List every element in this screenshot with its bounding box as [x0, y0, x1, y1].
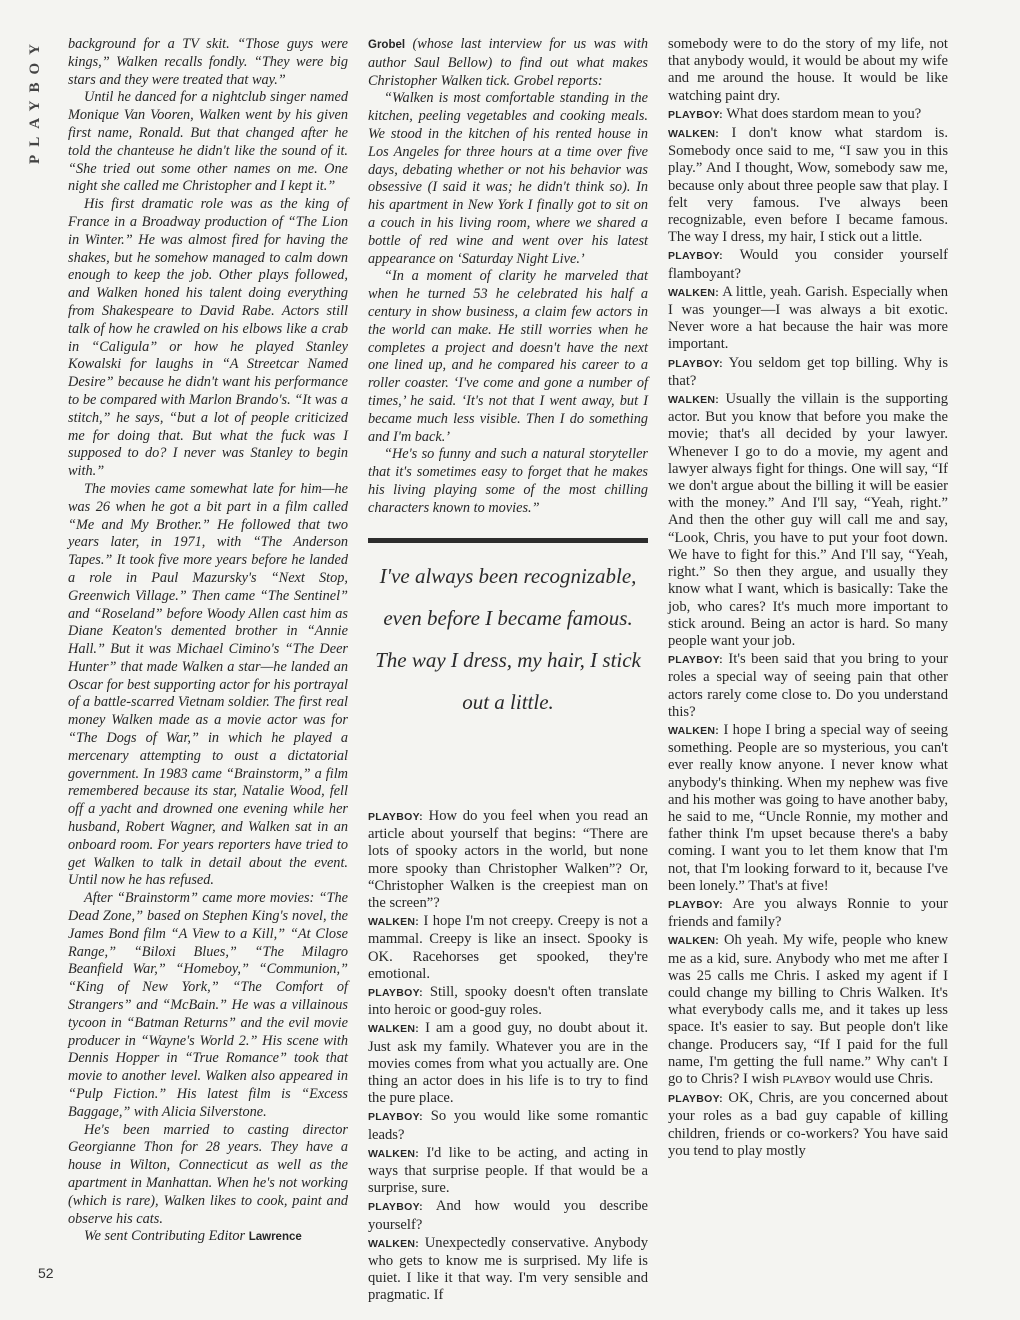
- page-number: 52: [38, 1265, 54, 1281]
- qa-paragraph: [368, 1020, 648, 1107]
- paragraph: [368, 36, 648, 90]
- speaker-label: PLAYBOY:: [368, 1111, 423, 1124]
- speaker-label: PLAYBOY:: [668, 108, 723, 121]
- qa-text: You seldom get top billing. Why is that?: [668, 354, 948, 389]
- speaker-label: WALKEN:: [668, 394, 720, 407]
- qa-paragraph: [668, 391, 948, 650]
- qa-paragraph: [668, 125, 948, 246]
- qa-paragraph: [668, 932, 948, 1089]
- qa-paragraph: [368, 984, 648, 1019]
- qa-text: would use Chris.: [830, 1070, 934, 1087]
- qa-paragraph: [368, 1108, 648, 1143]
- qa-text: Usually the villain is the supporting actor. But you know that before you make the movie; that's all decided by your lawyer. Whenever I go to do a movie, my agent and lawyer always fight for things. One will say, “If we don't argue about the billing it will be easier with the money.” And I'll say, “Yeah, right.” And then the other guy will call me and say, “Look, Chris, you have to put your foot down. We have to fight for this.” And I'll say, “Yeah, right.” So then they argue, and usually they know what I want, which is basically: Take the job, who cares? It's much more important to stick around. Being an actor is hard. So many people want your job.: [668, 391, 948, 649]
- column-2: [368, 36, 648, 723]
- speaker-label: WALKEN:: [368, 916, 420, 929]
- qa-paragraph: [668, 106, 948, 124]
- qa-paragraph: [668, 722, 948, 895]
- paragraph: [68, 1228, 348, 1247]
- speaker-label: PLAYBOY:: [668, 1093, 723, 1106]
- speaker-label: WALKEN:: [368, 1237, 420, 1250]
- speaker-label: PLAYBOY:: [368, 811, 423, 823]
- paragraph: The movies came somewhat late for him—he was 26 when he got a bit part in a film called “Me and My Brother.” He followed that two years later, in 1971, with “The Anderson Tapes.” It took five more years before he landed a role in Paul Mazursky's “Next Stop, Greenwich Village.” Then came “The Sentinel” and “Roseland” before Woody Allen cast him as Diane Keaton's demented brother in “Annie Hall.” But it was Michael Cimino's “The Deer Hunter” that made Walken a star—he landed an Oscar for best supporting actor for his portrayal of a battle-scarred Vietnam soldier. The first real money Walken made as a movie actor was for “The Dogs of War,” in which he played a mercenary attempting to oust a dictatorial government. In 1983 came “Brainstorm,” a film remembered because its star, Natalie Wood, fell off a yacht and drowned one evening while her husband, Robert Wagner, and Walken sat in an onboard room. For years reporters have tried to get Walken to talk in detail about the event. Until now he has refused.: [68, 480, 348, 889]
- qa-text: Are you always Ronnie to your friends and family?: [668, 895, 948, 931]
- qa-paragraph: [368, 913, 648, 983]
- paragraph: Until he danced for a nightclub singer named Monique Van Vooren, Walken went by his given first name, Ronald. But that changed after he told the chanteuse he didn't like the sound of it. “She tried out some other names on me. One night she called me Christopher and I kept it.”: [68, 89, 348, 195]
- column-1: [68, 36, 348, 1247]
- speaker-label: PLAYBOY:: [368, 987, 423, 1000]
- qa-text: Unexpectedly conservative. Anybody who gets to know me is surprised. My life is quiet. I like it that way. I'm very sensible and pragmatic. If: [368, 1234, 648, 1304]
- qa-paragraph: [368, 808, 648, 912]
- paragraph: “In a moment of clarity he marveled that when he turned 53 he celebrated his half a century in show business, a claim few actors in the world can make. He still worries when he completes a project and doesn't have the next one lined up, and he compared his career to a roller coaster. ‘I've come and gone a number of times,’ he said. ‘It's not that I went away, but I became much less visible. Then I do something and I'm back.’: [368, 268, 648, 445]
- qa-paragraph: [368, 1145, 648, 1198]
- editor-name: Lawrence: [248, 1231, 302, 1244]
- qa-paragraph: [668, 1090, 948, 1160]
- speaker-label: WALKEN:: [668, 286, 720, 299]
- paragraph: He's been married to casting director Georgianne Thon for 28 years. They have a house in Wilton, Connecticut as well as the apartment in Manhattan. When he's not working (which is rare), Walken likes to cook, paint and observe his cats.: [68, 1121, 348, 1227]
- pull-quote-rule-line: [368, 540, 648, 543]
- paragraph: After “Brainstorm” came more movies: “The Dead Zone,” based on Stephen King's novel, the James Bond film “A View to a Kill,” “At Close Range,” “Biloxi Blues,” “The Milagro Beanfield War,” “Homeboy,” “Communion,” “King of New York,” “The Comfort of Strangers” and “McBain.” He was a villainous tycoon in “Batman Returns” and the evil movie producer in “Wayne's World 2.” His scene with Dennis Hopper in “True Romance” took that movie to another level. Walken also appeared in “Pulp Fiction.” His latest film is “Excess Baggage,” with Alicia Silverstone.: [68, 890, 348, 1120]
- qa-paragraph: [368, 1198, 648, 1233]
- qa-paragraph: [668, 651, 948, 721]
- qa-text: How do you feel when you read an article about yourself that begins: “There are lots of spooky actors in the world, but none more spooky than Christopher Walken”? Or, “Christopher Walken is the creepiest man on the screen”?: [368, 808, 648, 912]
- speaker-label: WALKEN:: [668, 128, 720, 141]
- paragraph: “He's so funny and such a natural storyteller that it's sometimes easy to forget that he makes his living playing some of the most chilling characters known to movies.”: [368, 446, 648, 516]
- speaker-label: PLAYBOY:: [668, 654, 723, 667]
- qa-text: Would you consider yourself flamboyant?: [668, 247, 948, 282]
- magazine-name: PLAYBOY: [26, 36, 43, 164]
- speaker-label: PLAYBOY:: [368, 1201, 423, 1214]
- speaker-label: WALKEN:: [368, 1023, 420, 1036]
- qa-text: A little, yeah. Garish. Especially when I was younger—I was always a bit exotic. Never wore a hat because the hair was more important.: [668, 283, 948, 353]
- pull-quote: I've always been recognizable, even before I became famous. The way I dress, my hair, I stick out a little.: [375, 563, 641, 714]
- qa-text: What does stardom mean to you?: [722, 105, 922, 122]
- qa-text: I am a good guy, no doubt about it. Just ask my family. Whatever you are in the movies comes from what you actually are. One thing an actor does in his life is to try to find the pure place.: [368, 1020, 648, 1107]
- qa-text: I hope I bring a special way of seeing something. People are so mysterious, you can't ever really know anyone. I never know what anybody's thinking. When my nephew was five and his mother was going to have another baby, he said to me, “Uncle Ronnie, my mother and father think I'm upset because there's a baby coming. I want you to let them know that I'm not, that I'm looking forward to it, because I've been lonely.” That's at five!: [668, 721, 948, 894]
- speaker-label: PLAYBOY:: [668, 250, 723, 263]
- qa-paragraph: [368, 1235, 648, 1305]
- qa-text: I don't know what stardom is. Somebody once said to me, “I saw you in this play.” And I thought, Wow, somebody saw me, because only about three people saw that play. I felt very famous. I've always been recognizable, even before I became famous. The way I dress, my hair, I stick out a little.: [668, 125, 948, 246]
- paragraph-text: (whose last interview for us was with author Saul Bellow) to find out what makes Christopher Walken tick. Grobel reports:: [368, 36, 648, 89]
- speaker-label: WALKEN:: [668, 935, 720, 948]
- paragraph-text: We sent Contributing Editor: [84, 1228, 246, 1245]
- qa-paragraph: [668, 247, 948, 282]
- qa-text: So you would like some romantic leads?: [368, 1108, 648, 1143]
- qa-text: I'd like to be acting, and acting in ways that surprise people. If that would be a surprise, sure.: [368, 1144, 648, 1197]
- speaker-label: PLAYBOY:: [668, 898, 723, 911]
- inline-magazine-name: PLAYBOY: [782, 1073, 831, 1086]
- paragraph: background for a TV skit. “Those guys were kings,” Walken recalls fondly. “They were big stars and they were treated that way.”: [68, 36, 348, 88]
- qa-text: OK, Chris, are you concerned about your roles as a bad guy capable of killing children, friends or co-workers? You have said you tend to play mostly: [668, 1090, 948, 1159]
- qa-text: Oh yeah. My wife, people who knew me as a kid, sure. Anybody who met me after I was 25 calls me Chris. I asked my agent if I could change my billing to Chris Walken. It's what everybody calls me, and it takes up less space. It's easier to say. But people don't like change. Producers say, “If I paid for the full name, I'm getting the full name.” Why can't I go to Chris? I wish: [668, 932, 948, 1087]
- editor-surname: Grobel: [368, 39, 406, 51]
- paragraph: His first dramatic role was as the king of France in a Broadway production of “The Lion in Winter.” He was almost fired for having the shakes, but he somehow managed to calm down enough to keep the job. Other plays followed, and Walken honed his talent doing everything from Shakespeare to David Rabe. Actors still talk of how he crawled on his elbows like a crab in “Caligula” or how he played Stanley Kowalski for laughs in “A Streetcar Named Desire” because he didn't want his performance to be compared with Marlon Brando's. “It was a stitch,” he says, “but a lot of people criticized me for doing that. But what the fuck was I supposed to do? I never was Stanley to begin with.”: [68, 196, 348, 480]
- column-3: [668, 36, 948, 1161]
- qa-paragraph: [668, 896, 948, 931]
- magazine-side-label: [22, 36, 48, 216]
- speaker-label: WALKEN:: [368, 1147, 420, 1160]
- interview-qa-column-2: [368, 808, 648, 1306]
- qa-paragraph: somebody were to do the story of my life, not that anybody would, it would be about my wife and me around the house. It would be like watching paint dry.: [668, 36, 948, 104]
- paragraph: “Walken is most comfortable standing in the kitchen, peeling vegetables and cooking meals. We stood in the kitchen of his rented house in Los Angeles for three hours at a time over five days, debating whether or not his behavior was obsessive (I said it was; he didn't think so). In his apartment in New York I finally got to sit on a couch in his living room, where we shared a bottle of red wine and went over his latest appearance on ‘Saturday Night Live.’: [368, 90, 648, 267]
- qa-paragraph: [668, 355, 948, 390]
- qa-text: Still, spooky doesn't often translate into heroic or good-guy roles.: [368, 984, 648, 1019]
- qa-text: I hope I'm not creepy. Creepy is not a mammal. Creepy is like an insect. Spooky is OK. Racehorses get spooked, they're emotional.: [368, 913, 648, 982]
- qa-text: It's been said that you bring to your roles a special way of seeing pain that other actors rarely come close to. Do you understand this?: [668, 651, 948, 720]
- qa-paragraph: [668, 284, 948, 354]
- qa-text: And how would you describe yourself?: [368, 1198, 648, 1233]
- speaker-label: WALKEN:: [668, 724, 720, 737]
- speaker-label: PLAYBOY:: [668, 357, 723, 370]
